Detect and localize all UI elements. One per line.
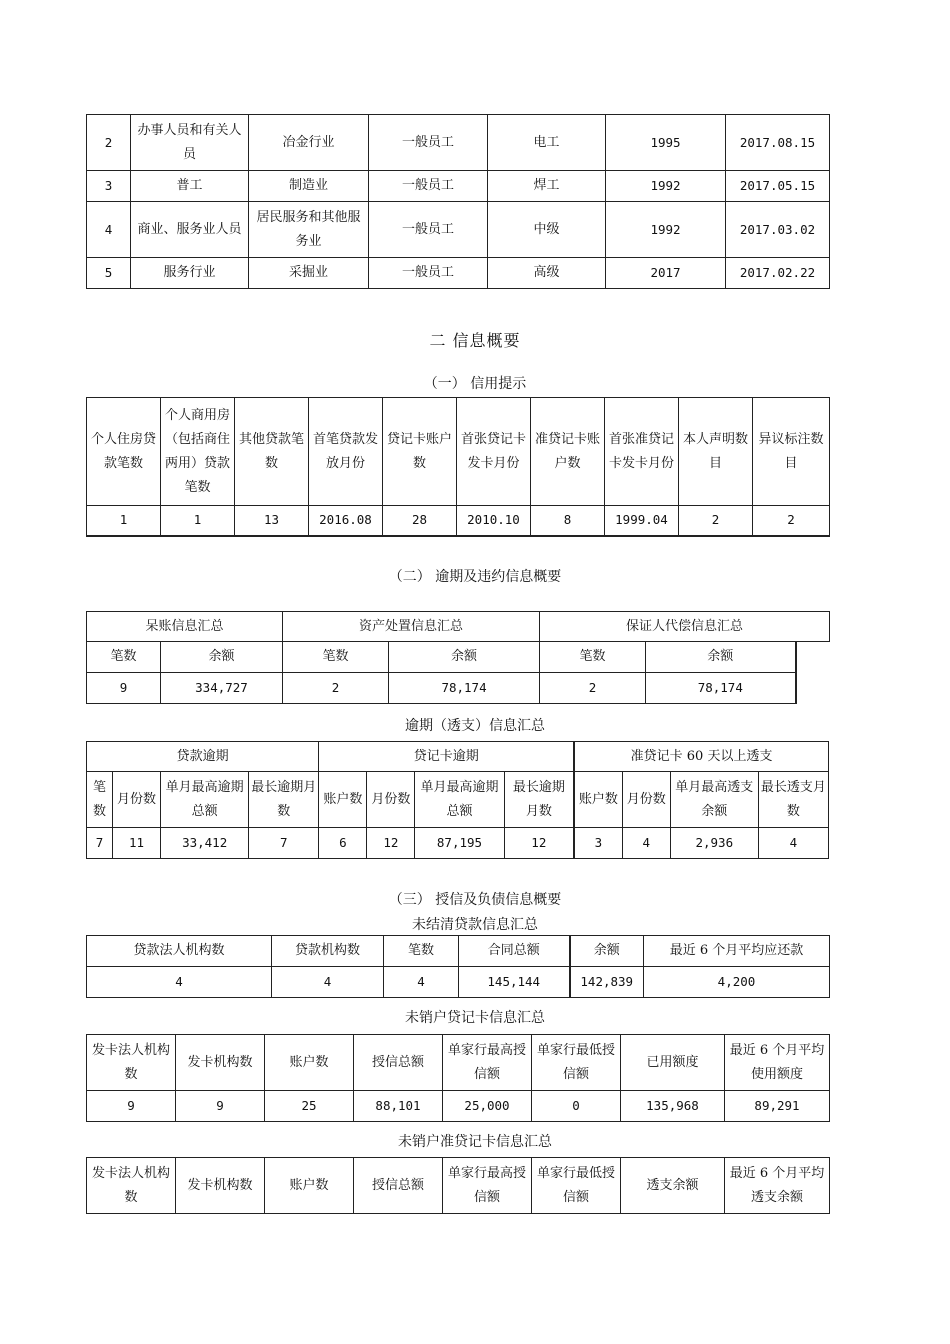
header-cell: 单家行最高授信额 — [443, 1035, 532, 1091]
value-cell: 2,936 — [670, 828, 758, 859]
occupation-cell: 办事人员和有关人员 — [131, 115, 249, 171]
table-header-row — [87, 1158, 830, 1214]
position-cell: 一般员工 — [369, 115, 488, 171]
empty-cell — [796, 642, 830, 673]
value-cell: 9 — [176, 1091, 265, 1122]
value-cell: 135,968 — [621, 1091, 725, 1122]
header-cell: 单家行最高授信额 — [443, 1158, 532, 1214]
credit-tips-table — [86, 397, 830, 537]
value-cell: 2 — [753, 506, 830, 536]
value-cell: 145,144 — [459, 967, 570, 998]
value-cell: 142,839 — [570, 967, 644, 998]
value-cell: 88,101 — [354, 1091, 443, 1122]
date-cell: 2017.03.02 — [726, 202, 830, 258]
value-cell: 25 — [265, 1091, 354, 1122]
loans-title: 未结清贷款信息汇总 — [412, 917, 538, 933]
header-cell: 账户数 — [265, 1158, 354, 1214]
header-cell: 发卡法人机构数 — [87, 1035, 176, 1091]
header-cell: 透支余额 — [621, 1158, 725, 1214]
year-cell: 1995 — [606, 115, 726, 171]
header-cell: 贷记卡账户数 — [383, 398, 457, 506]
header-cell: 授信总额 — [354, 1158, 443, 1214]
qcards-table — [86, 1157, 830, 1214]
header-cell: 最近 6 个月平均透支余额 — [725, 1158, 830, 1214]
date-cell: 2017.02.22 — [726, 258, 830, 289]
header-cell: 余额 — [570, 936, 644, 967]
year-cell: 1992 — [606, 171, 726, 202]
table-header-row — [87, 642, 830, 673]
header-cell: 单月最高逾期总额 — [415, 772, 504, 828]
empty-cell — [796, 673, 830, 704]
header-cell: 发卡法人机构数 — [87, 1158, 176, 1214]
row-index: 5 — [87, 258, 131, 289]
overdue-summary-table — [86, 741, 829, 859]
header-cell: 本人声明数目 — [679, 398, 753, 506]
table-row — [87, 967, 830, 998]
header-cell: 准贷记卡账户数 — [531, 398, 605, 506]
group-header: 资产处置信息汇总 — [283, 612, 540, 642]
value-cell: 0 — [532, 1091, 621, 1122]
header-cell: 最长透支月数 — [758, 772, 828, 828]
title-cell: 中级 — [488, 202, 606, 258]
header-cell: 单家行最低授信额 — [532, 1158, 621, 1214]
position-cell: 一般员工 — [369, 171, 488, 202]
header-cell: 笔数 — [540, 642, 646, 673]
value-cell: 2 — [540, 673, 646, 704]
row-index: 2 — [87, 115, 131, 171]
header-cell: 余额 — [161, 642, 283, 673]
value-cell: 4 — [272, 967, 384, 998]
header-cell: 月份数 — [113, 772, 161, 828]
header-cell: 单月最高逾期总额 — [161, 772, 249, 828]
row-index: 4 — [87, 202, 131, 258]
credit-tips-title: （一） 信用提示 — [423, 376, 527, 392]
header-cell: 贷款机构数 — [272, 936, 384, 967]
value-cell: 8 — [531, 506, 605, 536]
group-header: 呆账信息汇总 — [87, 612, 283, 642]
table-row — [87, 1091, 830, 1122]
value-cell: 4 — [622, 828, 670, 859]
value-cell: 28 — [383, 506, 457, 536]
header-cell: 笔数 — [87, 772, 113, 828]
row-index: 3 — [87, 171, 131, 202]
loans-table — [86, 935, 830, 998]
header-cell: 个人住房贷款笔数 — [87, 398, 161, 506]
header-cell: 单家行最低授信额 — [532, 1035, 621, 1091]
header-cell: 账户数 — [574, 772, 622, 828]
overdue-summary-title: 逾期（透支）信息汇总 — [405, 718, 545, 734]
value-cell: 2010.10 — [457, 506, 531, 536]
value-cell: 2016.08 — [309, 506, 383, 536]
header-cell: 账户数 — [319, 772, 367, 828]
title-cell: 电工 — [488, 115, 606, 171]
table-header-row — [87, 772, 829, 828]
table-header-row — [87, 742, 829, 772]
header-cell: 贷款法人机构数 — [87, 936, 272, 967]
title-cell: 高级 — [488, 258, 606, 289]
date-cell: 2017.05.15 — [726, 171, 830, 202]
group-header: 准贷记卡 60 天以上透支 — [574, 742, 828, 772]
value-cell: 13 — [235, 506, 309, 536]
value-cell: 4 — [384, 967, 459, 998]
table-row — [87, 828, 829, 859]
industry-cell: 居民服务和其他服务业 — [249, 202, 369, 258]
header-cell: 已用额度 — [621, 1035, 725, 1091]
default-summary-table — [86, 611, 830, 704]
value-cell: 78,174 — [389, 673, 540, 704]
value-cell: 9 — [87, 1091, 176, 1122]
header-cell: 最长逾期月数 — [504, 772, 574, 828]
header-cell: 首笔贷款发放月份 — [309, 398, 383, 506]
value-cell: 7 — [87, 828, 113, 859]
value-cell: 11 — [113, 828, 161, 859]
header-cell: 最长逾期月数 — [249, 772, 319, 828]
header-cell: 笔数 — [283, 642, 389, 673]
year-cell: 2017 — [606, 258, 726, 289]
value-cell: 87,195 — [415, 828, 504, 859]
occupation-cell: 普工 — [131, 171, 249, 202]
header-cell: 授信总额 — [354, 1035, 443, 1091]
header-cell: 月份数 — [367, 772, 415, 828]
table-row — [87, 673, 830, 704]
value-cell: 6 — [319, 828, 367, 859]
cards-title: 未销户贷记卡信息汇总 — [405, 1010, 545, 1026]
table-header-row — [87, 936, 830, 967]
value-cell: 25,000 — [443, 1091, 532, 1122]
value-cell: 12 — [504, 828, 574, 859]
industry-cell: 冶金行业 — [249, 115, 369, 171]
qcards-title: 未销户准贷记卡信息汇总 — [398, 1134, 552, 1150]
header-cell: 笔数 — [384, 936, 459, 967]
value-cell: 12 — [367, 828, 415, 859]
year-cell: 1992 — [606, 202, 726, 258]
value-cell: 1999.04 — [605, 506, 679, 536]
header-cell: 个人商用房（包括商住两用）贷款笔数 — [161, 398, 235, 506]
header-cell: 账户数 — [265, 1035, 354, 1091]
header-cell: 余额 — [389, 642, 540, 673]
credit-title: （三） 授信及负债信息概要 — [388, 892, 562, 908]
header-cell: 单月最高透支余额 — [670, 772, 758, 828]
section-heading: 二 信息概要 — [429, 331, 521, 350]
table-header-row — [87, 398, 830, 506]
value-cell: 4 — [87, 967, 272, 998]
table-row — [87, 258, 830, 289]
value-cell: 4,200 — [644, 967, 830, 998]
value-cell: 4 — [758, 828, 828, 859]
value-cell: 9 — [87, 673, 161, 704]
occupation-cell: 服务行业 — [131, 258, 249, 289]
occupation-cell: 商业、服务业人员 — [131, 202, 249, 258]
position-cell: 一般员工 — [369, 258, 488, 289]
header-cell: 最近 6 个月平均应还款 — [644, 936, 830, 967]
group-header: 贷款逾期 — [87, 742, 319, 772]
header-cell: 发卡机构数 — [176, 1158, 265, 1214]
header-cell: 余额 — [646, 642, 796, 673]
overdue-title: （二） 逾期及违约信息概要 — [388, 569, 562, 585]
table-row — [87, 171, 830, 202]
value-cell: 1 — [87, 506, 161, 536]
header-cell: 笔数 — [87, 642, 161, 673]
value-cell: 3 — [574, 828, 622, 859]
header-cell: 最近 6 个月平均使用额度 — [725, 1035, 830, 1091]
table-header-row — [87, 612, 830, 642]
header-cell: 合同总额 — [459, 936, 570, 967]
value-cell: 2 — [679, 506, 753, 536]
value-cell: 78,174 — [646, 673, 796, 704]
value-cell: 1 — [161, 506, 235, 536]
title-cell: 焊工 — [488, 171, 606, 202]
industry-cell: 制造业 — [249, 171, 369, 202]
employment-table — [86, 114, 830, 289]
industry-cell: 采掘业 — [249, 258, 369, 289]
position-cell: 一般员工 — [369, 202, 488, 258]
header-cell: 首张准贷记卡发卡月份 — [605, 398, 679, 506]
header-cell: 发卡机构数 — [176, 1035, 265, 1091]
date-cell: 2017.08.15 — [726, 115, 830, 171]
header-cell: 其他贷款笔数 — [235, 398, 309, 506]
value-cell: 89,291 — [725, 1091, 830, 1122]
group-header: 贷记卡逾期 — [319, 742, 574, 772]
value-cell: 334,727 — [161, 673, 283, 704]
group-header: 保证人代偿信息汇总 — [540, 612, 830, 642]
value-cell: 2 — [283, 673, 389, 704]
header-cell: 首张贷记卡发卡月份 — [457, 398, 531, 506]
table-row — [87, 115, 830, 171]
value-cell: 7 — [249, 828, 319, 859]
value-cell: 33,412 — [161, 828, 249, 859]
table-row — [87, 202, 830, 258]
table-row — [87, 506, 830, 536]
cards-table — [86, 1034, 830, 1122]
table-header-row — [87, 1035, 830, 1091]
header-cell: 月份数 — [622, 772, 670, 828]
header-cell: 异议标注数目 — [753, 398, 830, 506]
